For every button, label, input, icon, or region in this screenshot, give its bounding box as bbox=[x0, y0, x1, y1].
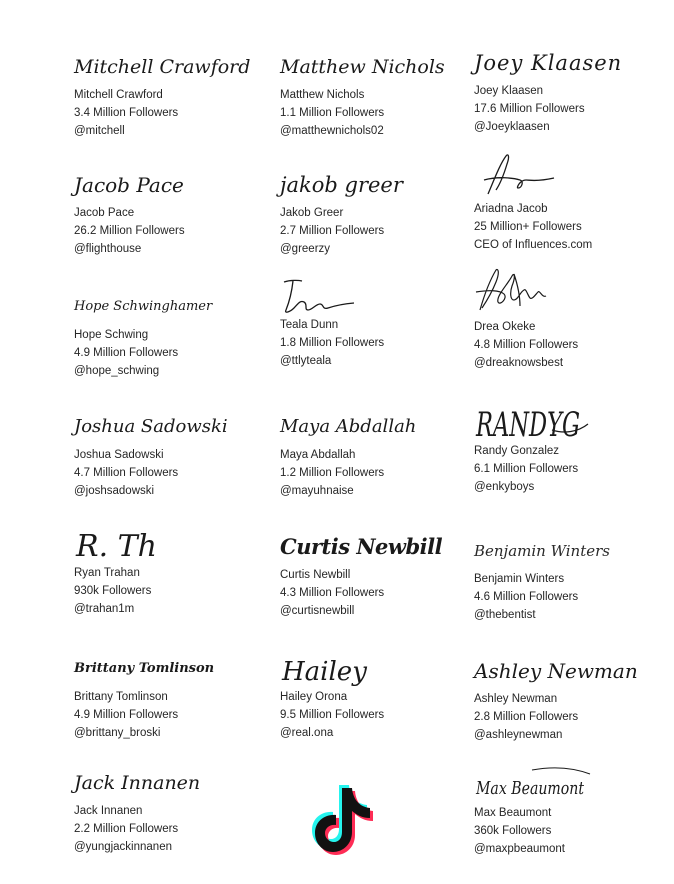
creator-handle: @yungjackinnanen bbox=[74, 841, 172, 853]
creator-card bbox=[474, 534, 674, 624]
creator-card bbox=[280, 530, 480, 620]
follower-count: 4.7 Million Followers bbox=[74, 467, 179, 479]
signature: Joshua Sadowski bbox=[74, 416, 228, 437]
creator-card bbox=[474, 266, 674, 372]
follower-count: 4.6 Million Followers bbox=[474, 591, 579, 603]
creator-handle: @curtisnewbill bbox=[280, 605, 355, 617]
creator-card bbox=[280, 276, 480, 370]
creator-name: Mitchell Crawford bbox=[74, 89, 163, 101]
follower-count: 9.5 Million Followers bbox=[280, 709, 385, 721]
creator-name: Max Beaumont bbox=[474, 807, 552, 819]
creator-name: Benjamin Winters bbox=[474, 573, 565, 585]
svg-text:Hailey: Hailey bbox=[282, 657, 367, 687]
creator-card bbox=[474, 764, 674, 858]
creator-name: Randy Gonzalez bbox=[474, 445, 560, 457]
creator-card bbox=[280, 646, 480, 742]
follower-count: 2.7 Million Followers bbox=[280, 225, 385, 237]
creator-name: Teala Dunn bbox=[280, 319, 339, 331]
signature bbox=[474, 150, 564, 200]
follower-count: 3.4 Million Followers bbox=[74, 107, 179, 119]
creator-card bbox=[280, 50, 480, 140]
creator-handle: @joshsadowski bbox=[74, 485, 155, 497]
follower-count: 2.2 Million Followers bbox=[74, 823, 179, 835]
follower-count: 2.8 Million Followers bbox=[474, 711, 579, 723]
creator-handle: @Joeyklaasen bbox=[474, 121, 550, 133]
signature: Mitchell Crawford bbox=[74, 56, 251, 78]
signature: Hope Schwinghamer bbox=[74, 299, 213, 314]
creator-name: Hailey Orona bbox=[280, 691, 348, 703]
signature bbox=[280, 646, 367, 688]
creator-name: Joshua Sadowski bbox=[74, 449, 164, 461]
creator-handle: @brittany_broski bbox=[74, 727, 161, 739]
creator-card bbox=[280, 410, 480, 500]
creator-handle: @mitchell bbox=[74, 125, 125, 137]
signature: Benjamin Winters bbox=[474, 542, 610, 560]
creator-name: Hope Schwing bbox=[74, 329, 149, 341]
creator-role: CEO of Influences.com bbox=[474, 239, 593, 251]
signature bbox=[74, 520, 164, 564]
creator-card bbox=[74, 50, 274, 140]
follower-count: 4.8 Million Followers bbox=[474, 339, 579, 351]
follower-count: 4.3 Million Followers bbox=[280, 587, 385, 599]
creator-handle: @ashleynewman bbox=[474, 729, 563, 741]
svg-text:Max Beaumont: Max Beaumont bbox=[475, 778, 585, 799]
signature bbox=[474, 764, 594, 804]
creator-name: Ashley Newman bbox=[474, 693, 558, 705]
follower-count: 26.2 Million Followers bbox=[74, 225, 185, 237]
creator-name: Maya Abdallah bbox=[280, 449, 356, 461]
signature: Jack Innanen bbox=[74, 772, 201, 794]
logo-main-layer bbox=[315, 788, 370, 852]
creator-handle: @hope_schwing bbox=[74, 365, 160, 377]
creator-handle: @matthewnichols02 bbox=[280, 125, 384, 137]
signature bbox=[474, 266, 554, 318]
follower-count: 17.6 Million Followers bbox=[474, 103, 585, 115]
creator-handle: @trahan1m bbox=[74, 603, 135, 615]
creator-handle: @mayuhnaise bbox=[280, 485, 354, 497]
creator-name: Jack Innanen bbox=[74, 805, 143, 817]
signature: Joey Klaasen bbox=[474, 51, 623, 75]
follower-count: 4.9 Million Followers bbox=[74, 709, 179, 721]
signature: Curtis Newbill bbox=[280, 534, 443, 559]
signature bbox=[280, 276, 360, 316]
creator-handle: @greerzy bbox=[280, 243, 331, 255]
svg-text:R. Th: R. Th bbox=[76, 529, 157, 564]
creator-name: Ryan Trahan bbox=[74, 567, 140, 579]
creator-handle: @thebentist bbox=[474, 609, 536, 621]
creator-handle: @maxpbeaumont bbox=[474, 843, 565, 855]
creator-name: Jacob Pace bbox=[74, 207, 135, 219]
follower-count: 25 Million+ Followers bbox=[474, 221, 582, 233]
tiktok-logo-icon bbox=[312, 780, 372, 854]
creator-card bbox=[474, 394, 674, 496]
follower-count: 1.1 Million Followers bbox=[280, 107, 385, 119]
follower-count: 360k Followers bbox=[474, 825, 552, 837]
signature: jakob greer bbox=[280, 173, 403, 197]
signature: Matthew Nichols bbox=[280, 56, 445, 78]
creator-handle: @real.ona bbox=[280, 727, 334, 739]
signature: Maya Abdallah bbox=[280, 416, 417, 437]
follower-count: 1.2 Million Followers bbox=[280, 467, 385, 479]
creator-card bbox=[474, 654, 674, 744]
follower-count: 1.8 Million Followers bbox=[280, 337, 385, 349]
creator-card bbox=[74, 652, 274, 742]
creator-card bbox=[74, 520, 274, 618]
creator-name: Joey Klaasen bbox=[474, 85, 544, 97]
signature: Jacob Pace bbox=[74, 173, 184, 197]
signature: Ashley Newman bbox=[474, 659, 638, 683]
svg-text:RANDYG: RANDYG bbox=[475, 405, 580, 445]
creator-card bbox=[74, 766, 274, 856]
creator-card bbox=[474, 150, 674, 254]
follower-count: 4.9 Million Followers bbox=[74, 347, 179, 359]
follower-count: 6.1 Million Followers bbox=[474, 463, 579, 475]
creator-handle: @enkyboys bbox=[474, 481, 535, 493]
creator-name: Brittany Tomlinson bbox=[74, 691, 168, 703]
signature bbox=[474, 394, 594, 445]
creator-name: Matthew Nichols bbox=[280, 89, 365, 101]
follower-count: 930k Followers bbox=[74, 585, 152, 597]
creator-name: Ariadna Jacob bbox=[474, 203, 548, 215]
creator-handle: @flighthouse bbox=[74, 243, 142, 255]
creator-name: Jakob Greer bbox=[280, 207, 344, 219]
creator-card bbox=[74, 168, 274, 258]
creator-card bbox=[280, 168, 480, 258]
signature: Brittany Tomlinson bbox=[74, 661, 215, 676]
creator-handle: @dreaknowsbest bbox=[474, 357, 564, 369]
creator-name: Drea Okeke bbox=[474, 321, 536, 333]
creator-name: Curtis Newbill bbox=[280, 569, 351, 581]
creator-card bbox=[474, 46, 674, 136]
creator-handle: @ttlyteala bbox=[280, 355, 332, 367]
creator-card bbox=[74, 410, 274, 500]
creator-card bbox=[74, 290, 274, 380]
